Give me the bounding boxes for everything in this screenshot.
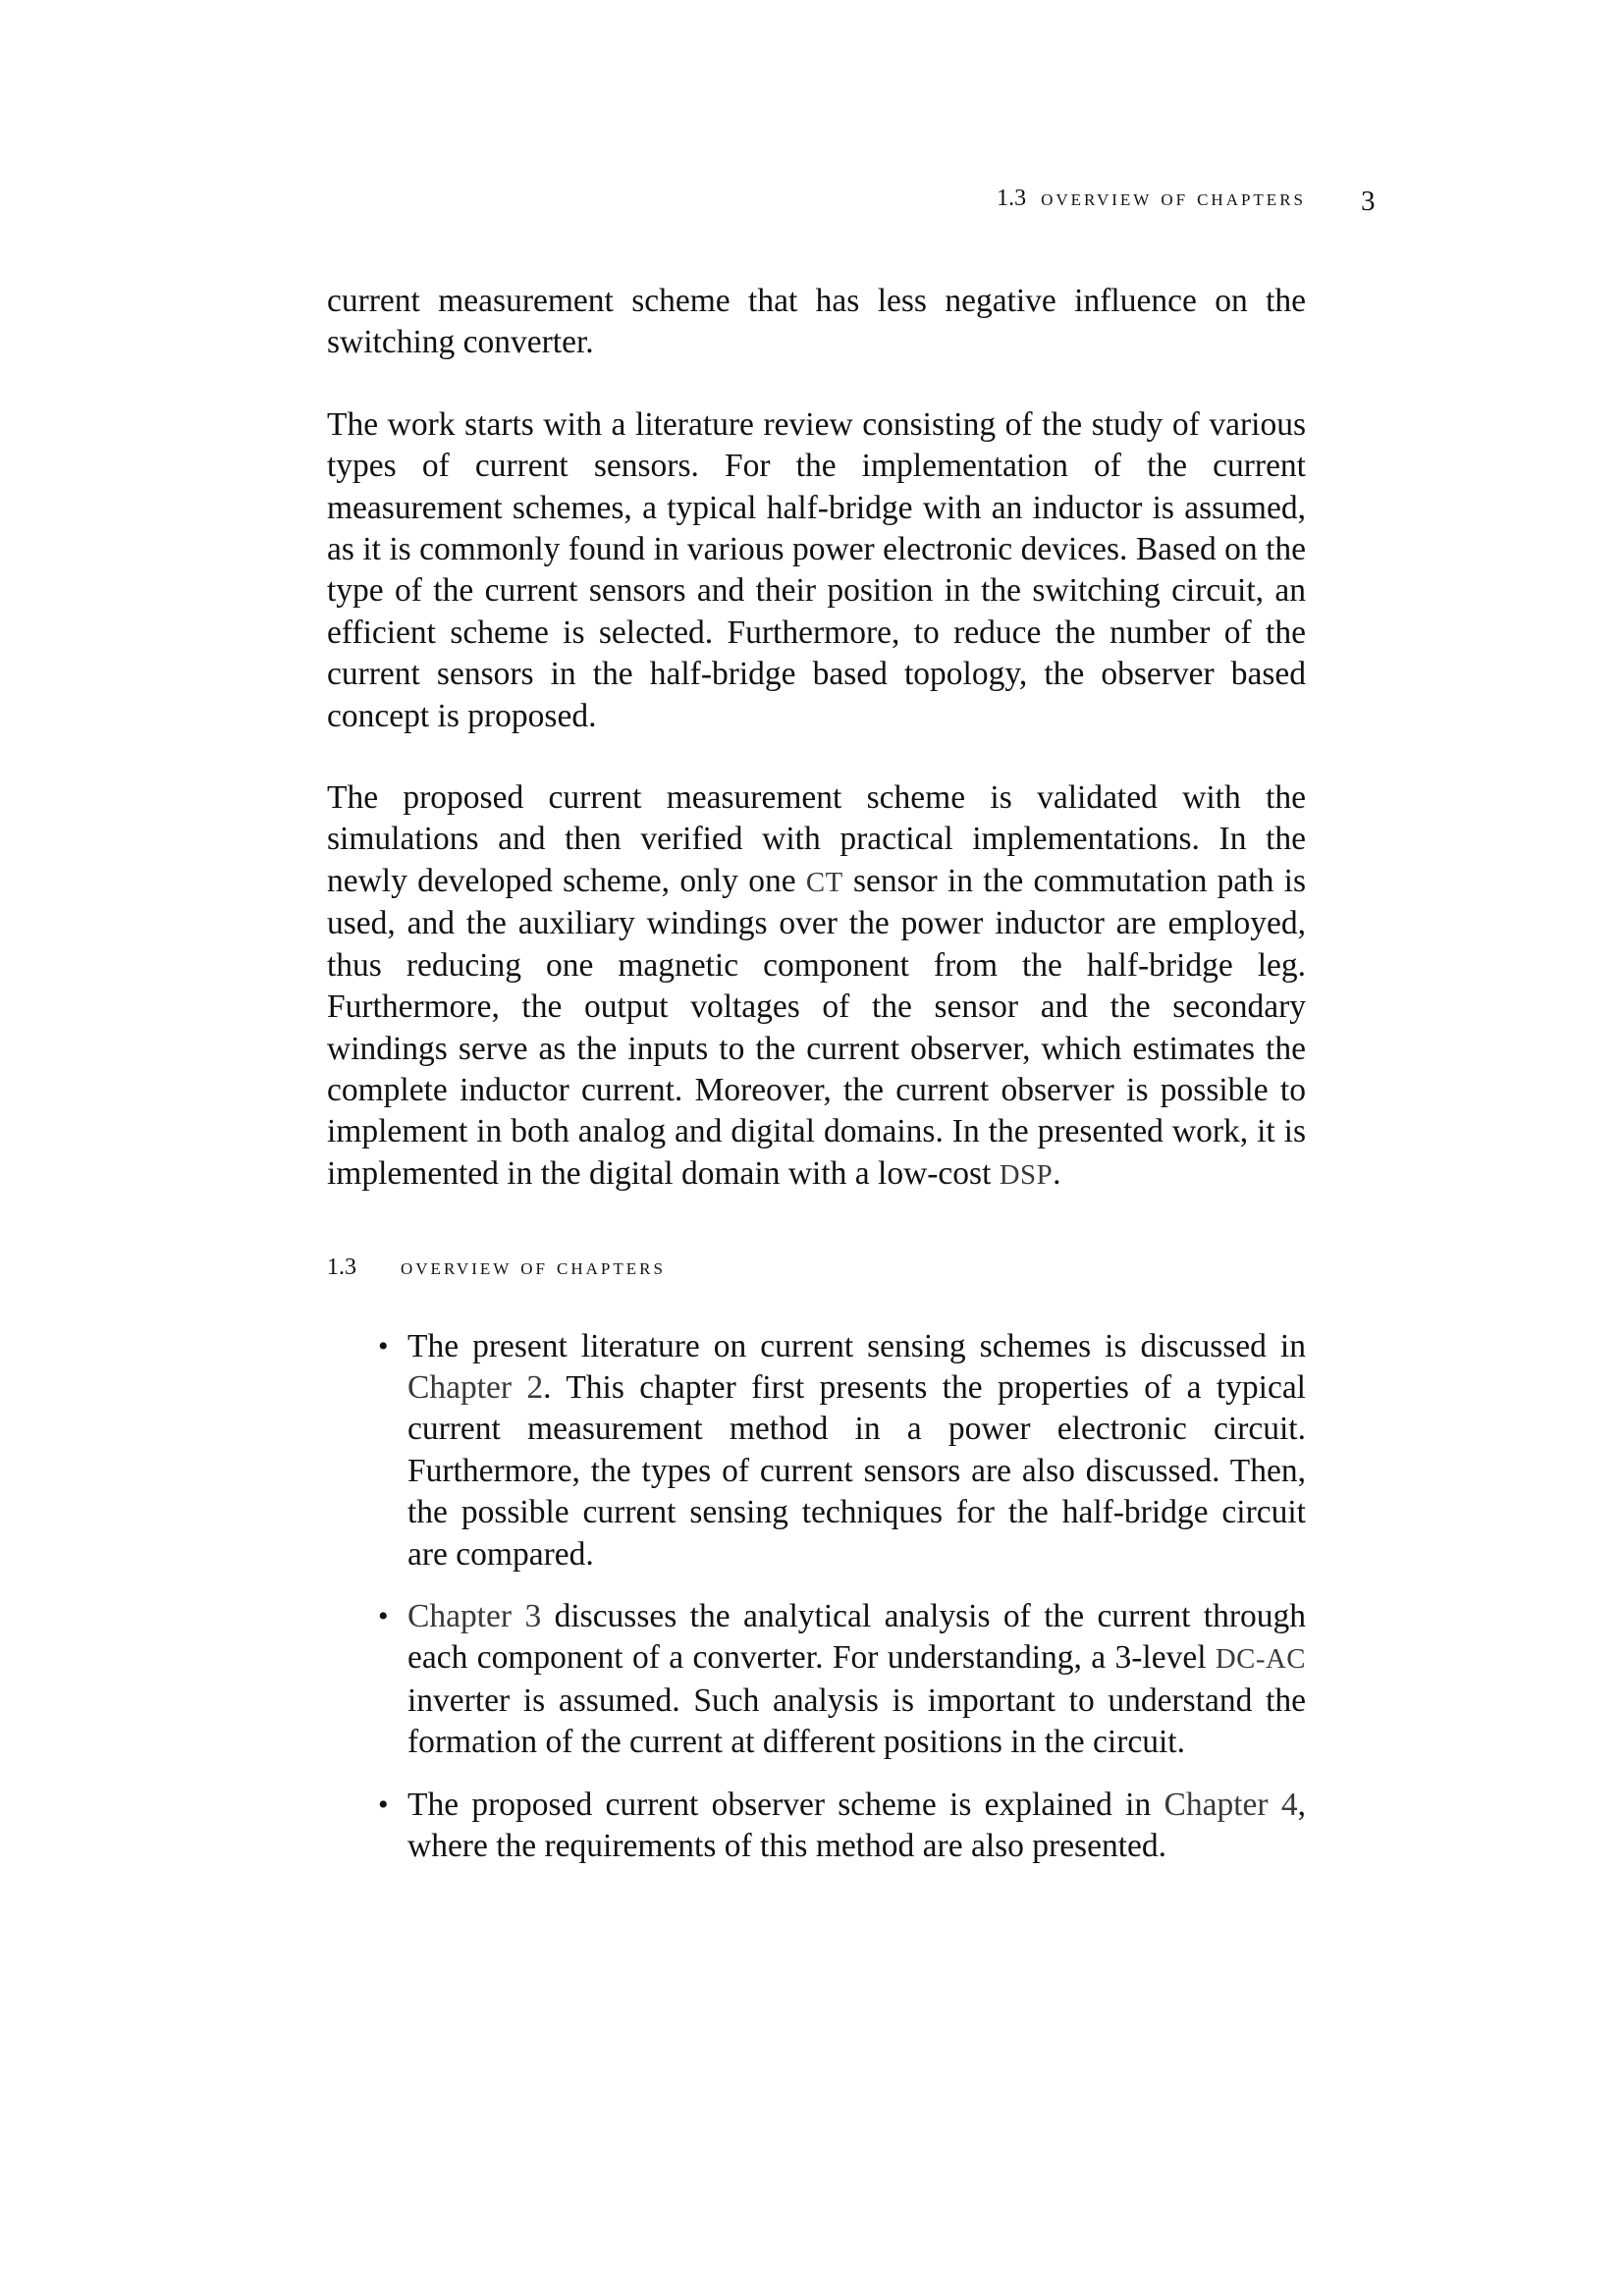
paragraph-literature-review — [327, 404, 1306, 737]
chapter-3-link[interactable]: Chapter 3 — [407, 1597, 542, 1634]
paragraph-proposed-scheme — [327, 777, 1306, 1196]
page-number: 3 — [1361, 186, 1376, 217]
acronym-dc-ac-link[interactable]: DC-AC — [1215, 1643, 1306, 1676]
list-item-text: inverter is assumed. Such analysis is important to understand the formation of the current at different positions in the circuit. — [407, 1682, 1306, 1761]
chapter-4-link[interactable]: Chapter 4 — [1164, 1786, 1298, 1823]
list-item-text: . This chapter first presents the properties of a typical current measurement method in a power electronic circuit. Furthermore, the types of current sensors are also discussed. Then, the possible current sensing techniques for the half-bridge circuit are compared. — [407, 1368, 1306, 1573]
paragraph-text: sensor in the commutation path is used, and the auxiliary windings over the power inductor are employed, thus reducing one magnetic component from the half-bridge leg. Furthermore, the output voltages of the sensor and the secondary windings serve as the inputs to the current observer, which estimates the complete inductor current. Moreover, the current observer is possible to implement in both analog and digital domains. In the presented work, it is implemented in the digital domain with a low-cost — [327, 862, 1306, 1192]
list-item-chapter-4 — [378, 1785, 1306, 1868]
page-body — [327, 281, 1306, 1888]
running-header-section-number: 1.3 — [997, 186, 1027, 211]
paragraph-text: The proposed current measurement scheme is validated with the simulations and then verified with practical implementations. In the newly developed scheme, only one — [327, 779, 1306, 899]
running-header-title: overview of chapters — [1041, 186, 1306, 211]
paragraph-text: The work starts with a literature review consisting of the study of various types of current sensors. For the implementation of the current measurement schemes, a typical half-bridge with an inductor is assumed, as it is commonly found in various power electronic devices. Based on the type of the current sensors and their position in the switching circuit, an efficient scheme is selected. Furthermore, to reduce the number of the current sensors in the half-bridge based topology, the observer based concept is proposed. — [327, 405, 1306, 734]
bullet-icon: • — [378, 1599, 389, 1632]
list-item-text: discusses the analytical analysis of the current through each component of a converter. For understanding, a 3-level — [407, 1597, 1307, 1677]
acronym-ct-link[interactable]: CT — [805, 866, 843, 898]
paragraph-text: . — [1053, 1154, 1061, 1192]
section-number: 1.3 — [327, 1255, 356, 1281]
running-header — [327, 186, 1306, 212]
bullet-icon: • — [378, 1329, 389, 1362]
list-item-chapter-2 — [378, 1326, 1306, 1575]
list-item-text: , where the requirements of this method are also presented. — [407, 1786, 1306, 1864]
paragraph-continuation — [327, 281, 1306, 364]
acronym-dsp-link[interactable]: DSP — [999, 1158, 1054, 1191]
paragraph-text: current measurement scheme that has less negative influence on the switching converter. — [327, 283, 1306, 361]
list-item-chapter-3 — [378, 1596, 1307, 1764]
section-heading — [327, 1247, 1306, 1288]
bullet-icon: • — [378, 1788, 389, 1821]
section-title: overview of chapters — [401, 1255, 666, 1281]
list-item-text: The present literature on current sensing schemes is discussed in — [407, 1327, 1306, 1364]
chapter-2-link[interactable]: Chapter 2 — [407, 1368, 544, 1406]
list-item-text: The proposed current observer scheme is explained in — [407, 1786, 1164, 1823]
chapter-overview-list — [327, 1326, 1306, 1868]
